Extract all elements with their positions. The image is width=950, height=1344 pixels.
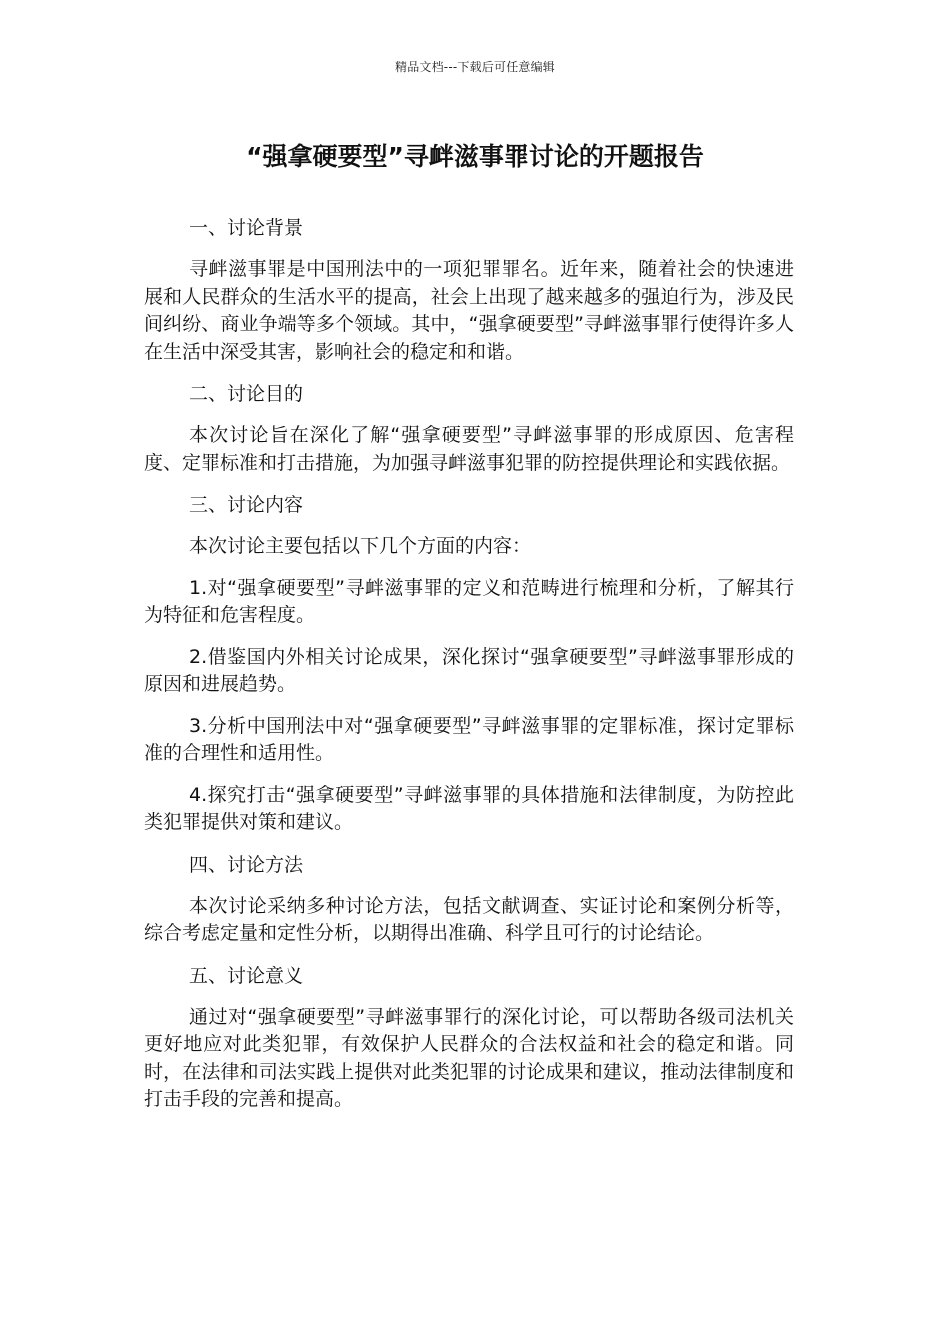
list-item-1: 1.对“强拿硬要型”寻衅滋事罪的定义和范畴进行梳理和分析，了解其行为特征和危害程度。 (144, 576, 794, 626)
section-heading-background: 一、讨论背景 (189, 217, 304, 239)
paragraph-significance: 通过对“强拿硬要型”寻衅滋事罪行的深化讨论，可以帮助各级司法机关更好地应对此类犯罪，有效保护人民群众的合法权益和社会的稳定和谐。同时，在法律和司法实践上提供对此类犯罪的讨论成果和建议，推动法律制度和打击手段的完善和提高。 (144, 1005, 794, 1110)
section-heading-significance: 五、讨论意义 (189, 964, 304, 987)
paragraph-content-intro: 本次讨论主要包括以下几个方面的内容： (189, 535, 532, 557)
document-body (144, 214, 794, 1128)
section-heading-content: 三、讨论内容 (189, 494, 304, 516)
section-heading-purpose: 二、讨论目的 (189, 383, 304, 405)
section-heading-method: 四、讨论方法 (189, 853, 304, 876)
paragraph-method: 本次讨论采纳多种讨论方法，包括文献调查、实证讨论和案例分析等，综合考虑定量和定性分析，以期得出准确、科学且可行的讨论结论。 (144, 894, 794, 944)
paragraph-purpose: 本次讨论旨在深化了解“强拿硬要型”寻衅滋事罪的形成原因、危害程度、定罪标准和打击措施，为加强寻衅滋事犯罪的防控提供理论和实践依据。 (144, 424, 794, 474)
list-item-3: 3.分析中国刑法中对“强拿硬要型”寻衅滋事罪的定罪标准，探讨定罪标准的合理性和适用性。 (144, 714, 794, 764)
document-title: “强拿硬要型”寻衅滋事罪讨论的开题报告 (246, 142, 704, 171)
list-item-4: 4.探究打击“强拿硬要型”寻衅滋事罪的具体措施和法律制度，为防控此类犯罪提供对策和建议。 (144, 783, 794, 833)
list-item-2: 2.借鉴国内外相关讨论成果，深化探讨“强拿硬要型”寻衅滋事罪形成的原因和进展趋势。 (144, 645, 794, 695)
paragraph-background: 寻衅滋事罪是中国刑法中的一项犯罪罪名。近年来，随着社会的快速进展和人民群众的生活水平的提高，社会上出现了越来越多的强迫行为，涉及民间纠纷、商业争端等多个领域。其中，“强拿硬要型”寻衅滋事罪行使得许多人在生活中深受其害，影响社会的稳定和和谐。 (144, 258, 794, 363)
header-note: 精品文档---下载后可任意编辑 (395, 60, 555, 74)
